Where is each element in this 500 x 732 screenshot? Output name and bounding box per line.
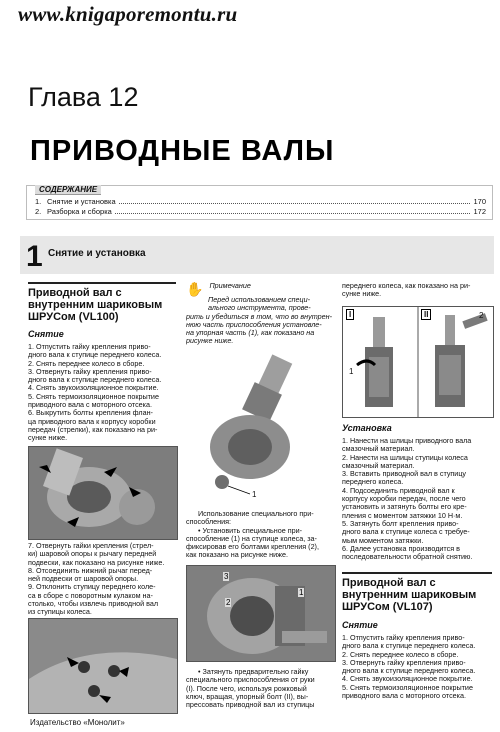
text-line: 4. Снять звукоизоляционное покрытие. bbox=[342, 675, 473, 684]
photo-special-tool bbox=[192, 352, 330, 502]
text-line: дного вала к ступице переднего колеса. bbox=[28, 351, 162, 360]
text-line: как показано на рисунке ниже. bbox=[186, 551, 288, 560]
text-line: смазочный материал. bbox=[342, 461, 415, 470]
figure-callout: 1 bbox=[349, 367, 354, 376]
text-line: 4. Снять звукоизоляционное покрытие. bbox=[28, 384, 159, 393]
text-line: передач (стрелки), как показано на ри- bbox=[28, 425, 158, 434]
text-line: специального приспособления от руки bbox=[186, 676, 315, 685]
column-3-top-text bbox=[342, 282, 492, 299]
text-line: переднего колеса. bbox=[342, 478, 404, 487]
figure-callout: 3 bbox=[224, 572, 229, 581]
text-line: из ступицы колеса. bbox=[28, 608, 92, 617]
text-line: смазочный материал. bbox=[342, 445, 415, 454]
removal-steps bbox=[28, 343, 176, 443]
photo-tool-installed bbox=[186, 565, 336, 662]
text-line: дного вала к ступице переднего колеса. bbox=[342, 667, 476, 676]
toc-leader bbox=[119, 203, 471, 204]
text-line: • Установить специальное при- bbox=[198, 526, 303, 535]
text-line: 4. Подсоединить приводной вал к bbox=[342, 486, 455, 495]
text-line: 8. Отсоединить нижний рычаг перед- bbox=[28, 566, 153, 575]
text-line: Использование специального при- bbox=[198, 510, 314, 518]
heading-line: внутренним шариковым bbox=[342, 589, 477, 601]
installation-subheading: Установка bbox=[342, 423, 392, 433]
text-line: Перед использованием специ- bbox=[208, 296, 310, 304]
text-line: корпусу коробки передач, после чего bbox=[342, 495, 466, 504]
text-line: 1. Нанести на шлицы приводного вала bbox=[342, 437, 472, 445]
heading-line: ШРУСом (VL100) bbox=[28, 311, 119, 323]
text-line: дного вала к ступице переднего колеса. bbox=[342, 642, 476, 651]
removal-steps-2 bbox=[342, 634, 492, 700]
text-line: мым моментом затяжки. bbox=[342, 536, 424, 545]
text-line: 1. Отпустить гайку крепления приво- bbox=[28, 343, 151, 351]
text-line: дного вала к ступице переднего колеса. bbox=[28, 376, 162, 385]
toc-leader bbox=[115, 213, 471, 214]
figure-step-label: II bbox=[421, 309, 431, 320]
installation-section bbox=[342, 423, 492, 561]
tool-usage-text bbox=[186, 510, 334, 560]
column-2 bbox=[186, 282, 334, 346]
text-line: сунке ниже. bbox=[342, 290, 382, 299]
heading-line: Приводной вал с bbox=[28, 287, 122, 299]
installation-steps bbox=[342, 437, 492, 561]
figure-callout: 1 bbox=[299, 588, 304, 597]
publisher-footer: Издательство «Монолит» bbox=[30, 718, 125, 727]
tighten-text bbox=[186, 668, 334, 709]
toc-item-page: 172 bbox=[473, 207, 486, 216]
text-line: последовательности обратной снятию. bbox=[342, 553, 473, 562]
section-heading-vl100 bbox=[28, 287, 176, 323]
heading-line: ШРУСом (VL107) bbox=[342, 601, 433, 613]
heading-line: Приводной вал с bbox=[342, 577, 436, 589]
text-line: пления с моментом затяжки 10 Н·м. bbox=[342, 511, 463, 520]
text-line: фиксировав его болтами крепления (2), bbox=[186, 543, 319, 552]
section-heading-vl107 bbox=[342, 577, 492, 613]
text-line: приводного вала с моторного отсека. bbox=[342, 692, 466, 701]
figure-step-label: I bbox=[346, 309, 354, 320]
text-line: 5. Снять термоизоляционное покрытие bbox=[342, 683, 473, 692]
text-line: 3. Вставить приводной вал в ступицу bbox=[342, 470, 467, 479]
text-line: 5. Затянуть болт крепления приво- bbox=[342, 519, 459, 528]
column-1 bbox=[28, 282, 176, 443]
text-line: са в сборе с поворотным кулаком на- bbox=[28, 591, 153, 600]
text-line: на упорная часть (1), как показано на bbox=[186, 329, 315, 338]
text-line: 9. Отклонить ступицу переднего коле- bbox=[28, 583, 156, 592]
chapter-label: Глава 12 bbox=[28, 82, 139, 112]
text-line: • Затянуть предварительно гайку bbox=[198, 668, 309, 676]
heading-line: внутренним шариковым bbox=[28, 299, 163, 311]
text-line: нюю часть приспособления установле- bbox=[186, 320, 322, 329]
photo-ball-joint-nuts bbox=[28, 618, 178, 714]
figure-press-steps bbox=[342, 306, 494, 418]
text-line: столько, чтобы извлечь приводной вал bbox=[28, 600, 159, 609]
text-line: 5. Снять термоизоляционное покрытие bbox=[28, 392, 159, 401]
toc-item[interactable] bbox=[35, 207, 486, 216]
text-line: 2. Снять переднее колесо в сборе. bbox=[342, 650, 459, 659]
text-line: приводного вала с моторного отсека. bbox=[28, 401, 152, 410]
toc-item-page: 170 bbox=[473, 197, 486, 206]
text-line: 7. Отвернуть гайки крепления (стрел- bbox=[28, 542, 154, 550]
text-line: способление (1) на ступице колеса, за- bbox=[186, 534, 317, 543]
text-line: прессовать приводной вал из ступицы bbox=[186, 701, 315, 710]
text-line: установить и затянуть болты его кре- bbox=[342, 503, 467, 512]
toc-label: СОДЕРЖАНИЕ bbox=[35, 185, 101, 195]
toc-item-number: 2. bbox=[35, 207, 42, 216]
table-of-contents bbox=[26, 185, 493, 220]
removal-subheading-2: Снятие bbox=[342, 620, 378, 630]
text-line: переднего колеса, как показано на ри- bbox=[342, 282, 471, 290]
note-body bbox=[186, 296, 334, 346]
text-line: ключ, вращая, упорный болт (II), вы- bbox=[186, 692, 309, 701]
warning-icon: ✋ bbox=[186, 281, 204, 297]
text-line: ального инструмента, прове- bbox=[208, 304, 311, 313]
toc-item[interactable] bbox=[35, 197, 486, 206]
text-line: 2. Снять переднее колесо в сборе. bbox=[28, 359, 145, 368]
figure-callout: 2 bbox=[479, 311, 484, 320]
page-title: ПРИВОДНЫЕ ВАЛЫ bbox=[30, 135, 335, 167]
section-number: 1 bbox=[26, 240, 43, 273]
column-rule bbox=[28, 282, 176, 284]
removal-subheading: Снятие bbox=[28, 329, 64, 339]
toc-item-text: Снятие и установка bbox=[47, 197, 116, 206]
toc-item-number: 1. bbox=[35, 197, 42, 206]
figure-callout: 1 bbox=[252, 490, 257, 499]
text-line: 3. Отвернуть гайку крепления приво- bbox=[28, 367, 152, 376]
text-line: сунке ниже. bbox=[28, 434, 68, 443]
section-vl107 bbox=[342, 572, 492, 700]
text-line: ки) шаровой опоры к рычагу передней bbox=[28, 550, 157, 559]
text-line: рить и убедиться в том, что во внутрен- bbox=[186, 312, 332, 321]
figure-callout: 2 bbox=[226, 598, 231, 607]
note-title: Примечание bbox=[209, 281, 251, 290]
text-line: ней подвески от шаровой опоры. bbox=[28, 575, 139, 584]
text-line: (I). После чего, используя рожковый bbox=[186, 684, 307, 693]
text-line: 3. Отвернуть гайку крепления приво- bbox=[342, 658, 466, 667]
section-title: Снятие и установка bbox=[48, 248, 146, 259]
text-line: дного вала к ступице колеса с требуе- bbox=[342, 528, 470, 537]
text-line: рисунке ниже. bbox=[186, 337, 234, 346]
column-rule bbox=[342, 572, 492, 574]
text-line: подвески, как показано на рисунке ниже. bbox=[28, 558, 165, 567]
text-line: ца приводного вала к корпусу коробки bbox=[28, 417, 156, 426]
toc-item-text: Разборка и сборка bbox=[47, 207, 112, 216]
text-line: 2. Нанести на шлицы ступицы колеса bbox=[342, 453, 468, 462]
text-line: способления: bbox=[186, 518, 232, 527]
text-line: 6. Выкрутить болты крепления флан- bbox=[28, 409, 153, 418]
removal-steps-continued bbox=[28, 542, 176, 617]
photo-flange-bolts bbox=[28, 446, 178, 540]
text-line: 6. Далее установка производится в bbox=[342, 544, 460, 553]
text-line: 1. Отпустить гайку крепления приво- bbox=[342, 634, 465, 642]
site-watermark: www.knigaporemontu.ru bbox=[18, 2, 238, 26]
